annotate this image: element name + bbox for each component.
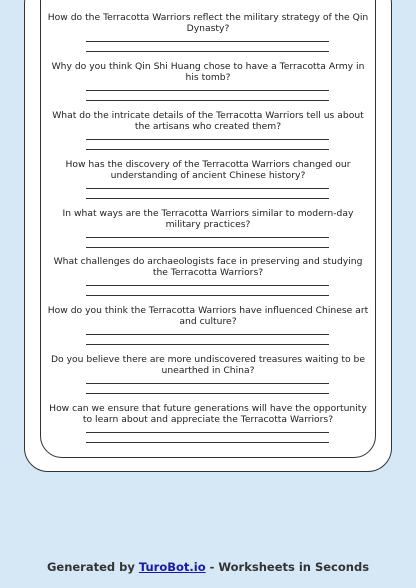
answer-line[interactable] [86, 442, 329, 443]
question-text: How do the Terracotta Warriors reflect the military strategy of the Qin Dynasty? [47, 12, 369, 34]
turobot-link[interactable]: TuroBot.io [138, 560, 206, 574]
answer-line[interactable] [86, 188, 329, 189]
footer-suffix: - Worksheets in Seconds [205, 560, 370, 574]
answer-line[interactable] [86, 334, 329, 335]
question-text: How do you think the Terracotta Warriors have influenced Chinese art and culture? [47, 305, 369, 328]
question-text: In what ways are the Terracotta Warriors similar to modern-day military practices? [62, 207, 354, 230]
answer-line[interactable] [86, 41, 329, 42]
answer-line[interactable] [86, 237, 329, 238]
question-item [40, 0, 376, 49]
question-text: How has the discovery of the Terracotta Warriors changed our understanding of ancient Chinese history? [65, 158, 351, 181]
answer-line[interactable] [86, 383, 329, 384]
question-item [40, 49, 376, 98]
answer-line[interactable] [86, 432, 329, 433]
question-item [40, 391, 376, 440]
answer-line[interactable] [86, 285, 329, 286]
question-text: Why do you think Qin Shi Huang chose to have a Terracotta Army in his tomb? [51, 60, 365, 83]
question-item [40, 244, 376, 293]
question-text: What do the intricate details of the Terracotta Warriors tell us about the artisans who created them? [52, 109, 364, 132]
question-text: What challenges do archaeologists face in preserving and studying the Terracotta Warriors? [53, 256, 363, 279]
question-item [40, 98, 376, 147]
footer-prefix: Generated by [46, 560, 139, 574]
footer [0, 560, 416, 574]
answer-line[interactable] [86, 139, 329, 140]
question-item [40, 196, 376, 245]
question-text: How can we ensure that future generations will have the opportunity to learn about and appreciate the Terracotta Warriors? [49, 403, 367, 426]
question-list [40, 0, 376, 440]
question-item [40, 147, 376, 196]
question-text: Do you believe there are more undiscovered treasures waiting to be unearthed in China? [50, 354, 365, 377]
question-item [40, 293, 376, 342]
answer-line[interactable] [86, 90, 329, 91]
question-item [40, 342, 376, 391]
